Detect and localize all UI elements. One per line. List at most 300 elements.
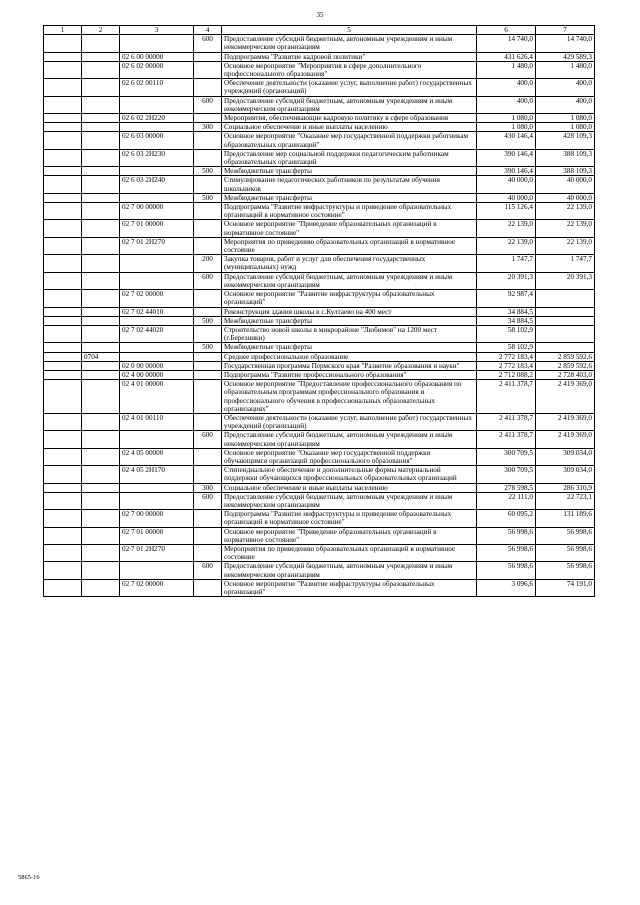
blank-cell [44, 114, 82, 123]
budget-table [43, 25, 595, 597]
section-code-cell [82, 370, 120, 379]
target-code-cell [120, 193, 194, 202]
section-code-cell [82, 431, 120, 448]
table-row [44, 176, 595, 193]
table-row [44, 544, 595, 561]
column-header: 4 [194, 26, 222, 35]
item-name-cell: Социальное обеспечение и иные выплаты населению [222, 483, 477, 492]
blank-cell [44, 203, 82, 220]
section-code-cell [82, 203, 120, 220]
blank-cell [44, 290, 82, 307]
section-code-cell [82, 483, 120, 492]
section-code-cell [82, 52, 120, 61]
item-name-cell: Предоставление субсидий бюджетным, автономным учреждениям и иным некоммерческим организациям [222, 272, 477, 289]
item-name-cell: Мероприятия по приведению образовательных организаций в нормативное состояние [222, 544, 477, 561]
amount-year2-cell [536, 290, 595, 307]
table-row [44, 483, 595, 492]
expense-type-cell [194, 370, 222, 379]
expense-type-cell [194, 527, 222, 544]
target-code-cell: 02 7 01 00000 [120, 220, 194, 237]
amount-year1-cell: 115 126,4 [477, 203, 536, 220]
blank-cell [44, 352, 82, 361]
amount-year1-cell: 34 884,5 [477, 316, 536, 325]
amount-year1-cell: 390 146,4 [477, 149, 536, 166]
column-header: 6 [477, 26, 536, 35]
item-name-cell: Предоставление субсидий бюджетным, автономным учреждениям и иным некоммерческим организациям [222, 431, 477, 448]
target-code-cell: 02 6 02 00110 [120, 79, 194, 96]
amount-year1-cell: 58 102,9 [477, 325, 536, 342]
item-name-cell: Мероприятия по приведению образовательных организаций в нормативное состояние [222, 237, 477, 254]
table-row [44, 290, 595, 307]
section-code-cell [82, 255, 120, 272]
item-name-cell: Предоставление субсидий бюджетным, автономным учреждениям и иным некоммерческим организациям [222, 96, 477, 113]
blank-cell [44, 562, 82, 579]
target-code-cell [120, 343, 194, 352]
amount-year1-cell: 1 480,0 [477, 61, 536, 78]
target-code-cell: 02 7 00 00000 [120, 203, 194, 220]
table-row [44, 352, 595, 361]
table-row [44, 149, 595, 166]
table-row [44, 96, 595, 113]
section-code-cell [82, 307, 120, 316]
amount-year2-cell: 309 034,0 [536, 448, 595, 465]
item-name-cell: Межбюджетные трансферты [222, 167, 477, 176]
amount-year1-cell: 400,0 [477, 96, 536, 113]
item-name-cell: Межбюджетные трансферты [222, 316, 477, 325]
item-name-cell: Предоставление мер социальной поддержки педагогическим работникам образовательных организаций [222, 149, 477, 166]
expense-type-cell: 600 [194, 96, 222, 113]
amount-year1-cell: 56 998,6 [477, 562, 536, 579]
amount-year2-cell: 56 998,6 [536, 527, 595, 544]
target-code-cell [120, 167, 194, 176]
column-header: 3 [120, 26, 194, 35]
table-row [44, 448, 595, 465]
item-name-cell: Стимулирование педагогических работников по результатам обучения школьников [222, 176, 477, 193]
amount-year2-cell: 2 419 369,0 [536, 431, 595, 448]
expense-type-cell [194, 203, 222, 220]
amount-year1-cell: 390 146,4 [477, 167, 536, 176]
section-code-cell [82, 237, 120, 254]
amount-year2-cell: 74 191,0 [536, 579, 595, 596]
blank-cell [44, 466, 82, 483]
item-name-cell: Подпрограмма "Развитие инфраструктуры и приведение образовательных организаций в нормативное состояние" [222, 203, 477, 220]
blank-cell [44, 527, 82, 544]
target-code-cell: 02 7 01 2Н270 [120, 237, 194, 254]
blank-cell [44, 52, 82, 61]
target-code-cell: 02 7 02 44010 [120, 307, 194, 316]
section-code-cell [82, 220, 120, 237]
amount-year1-cell: 40 000,0 [477, 193, 536, 202]
amount-year1-cell: 2 772 183,4 [477, 352, 536, 361]
amount-year2-cell: 2 728 403,0 [536, 370, 595, 379]
table-row [44, 193, 595, 202]
target-code-cell: 02 6 03 2Н240 [120, 176, 194, 193]
section-code-cell [82, 413, 120, 430]
page-number: 35 [316, 11, 324, 19]
column-header: 5 [222, 26, 477, 35]
table-row [44, 167, 595, 176]
section-code-cell [82, 132, 120, 149]
section-code-cell [82, 343, 120, 352]
blank-cell [44, 220, 82, 237]
expense-type-cell [194, 79, 222, 96]
expense-type-cell: 500 [194, 316, 222, 325]
item-name-cell: Социальное обеспечение и иные выплаты населению [222, 123, 477, 132]
amount-year2-cell [536, 343, 595, 352]
blank-cell [44, 149, 82, 166]
document-code: 5865-16 [18, 874, 40, 881]
expense-type-cell [194, 220, 222, 237]
table-body [44, 26, 595, 597]
target-code-cell [120, 272, 194, 289]
blank-cell [44, 316, 82, 325]
blank-cell [44, 361, 82, 370]
target-code-cell: 02 7 02 44020 [120, 325, 194, 342]
expense-type-cell [194, 149, 222, 166]
amount-year2-cell [536, 307, 595, 316]
amount-year2-cell [536, 316, 595, 325]
table-row [44, 132, 595, 149]
item-name-cell: Основное мероприятие "Приведение образовательных организаций в нормативное состояние" [222, 220, 477, 237]
table-row [44, 123, 595, 132]
amount-year2-cell: 429 589,3 [536, 52, 595, 61]
blank-cell [44, 255, 82, 272]
table-row [44, 510, 595, 527]
table-row [44, 325, 595, 342]
amount-year1-cell: 2 411 378,7 [477, 431, 536, 448]
item-name-cell: Межбюджетные трансферты [222, 343, 477, 352]
item-name-cell: Основное мероприятие "Мероприятия в сфере дополнительного профессионального образования" [222, 61, 477, 78]
amount-year1-cell: 300 709,5 [477, 448, 536, 465]
section-code-cell [82, 466, 120, 483]
table-row [44, 61, 595, 78]
expense-type-cell [194, 52, 222, 61]
item-name-cell: Основное мероприятие "Оказание мер государственной поддержки обучающимся организаций профессионального образования" [222, 448, 477, 465]
target-code-cell [120, 123, 194, 132]
item-name-cell: Государственная программа Пермского края "Развитие образования и науки" [222, 361, 477, 370]
amount-year1-cell: 1 080,0 [477, 114, 536, 123]
amount-year1-cell: 3 096,6 [477, 579, 536, 596]
expense-type-cell [194, 176, 222, 193]
table-row [44, 203, 595, 220]
item-name-cell: Основное мероприятие "Развитие инфраструктуры образовательных организаций" [222, 290, 477, 307]
column-header: 7 [536, 26, 595, 35]
amount-year1-cell: 1 080,0 [477, 123, 536, 132]
amount-year2-cell: 286 310,9 [536, 483, 595, 492]
column-header: 2 [82, 26, 120, 35]
blank-cell [44, 483, 82, 492]
amount-year1-cell: 56 998,6 [477, 544, 536, 561]
table-row [44, 466, 595, 483]
target-code-cell: 02 7 02 00000 [120, 579, 194, 596]
expense-type-cell [194, 114, 222, 123]
table-row [44, 316, 595, 325]
expense-type-cell: 300 [194, 123, 222, 132]
expense-type-cell: 300 [194, 483, 222, 492]
section-code-cell [82, 544, 120, 561]
target-code-cell: 02 6 02 2Н220 [120, 114, 194, 123]
item-name-cell: Основное мероприятие "Развитие инфраструктуры образовательных организаций" [222, 579, 477, 596]
section-code-cell: 0704 [82, 352, 120, 361]
table-row [44, 255, 595, 272]
expense-type-cell [194, 510, 222, 527]
amount-year1-cell: 34 884,5 [477, 307, 536, 316]
section-code-cell [82, 492, 120, 509]
amount-year2-cell: 20 391,3 [536, 272, 595, 289]
table-row [44, 527, 595, 544]
amount-year2-cell: 309 034,0 [536, 466, 595, 483]
amount-year2-cell: 40 000,0 [536, 176, 595, 193]
table-row [44, 52, 595, 61]
target-code-cell: 02 0 00 00000 [120, 361, 194, 370]
blank-cell [44, 237, 82, 254]
section-code-cell [82, 35, 120, 52]
section-code-cell [82, 562, 120, 579]
expense-type-cell [194, 361, 222, 370]
column-header: 1 [44, 26, 82, 35]
item-name-cell: Основное мероприятие "Оказание мер государственной поддержки работникам образовательных организаций" [222, 132, 477, 149]
amount-year2-cell: 1 080,0 [536, 123, 595, 132]
blank-cell [44, 325, 82, 342]
expense-type-cell [194, 307, 222, 316]
amount-year1-cell: 56 998,6 [477, 527, 536, 544]
amount-year1-cell: 22 139,0 [477, 220, 536, 237]
target-code-cell: 02 4 01 00000 [120, 380, 194, 414]
blank-cell [44, 343, 82, 352]
target-code-cell: 02 7 02 00000 [120, 290, 194, 307]
table-row [44, 562, 595, 579]
section-code-cell [82, 510, 120, 527]
section-code-cell [82, 361, 120, 370]
target-code-cell: 02 4 00 00000 [120, 370, 194, 379]
section-code-cell [82, 149, 120, 166]
section-code-cell [82, 448, 120, 465]
amount-year1-cell: 300 709,5 [477, 466, 536, 483]
amount-year1-cell: 14 740,0 [477, 35, 536, 52]
expense-type-cell: 600 [194, 35, 222, 52]
expense-type-cell [194, 290, 222, 307]
target-code-cell [120, 255, 194, 272]
amount-year2-cell: 400,0 [536, 96, 595, 113]
table-row [44, 380, 595, 414]
item-name-cell: Обеспечение деятельности (оказание услуг, выполнение работ) государственных учреждений (организаций) [222, 413, 477, 430]
amount-year2-cell: 2 419 369,0 [536, 413, 595, 430]
expense-type-cell [194, 544, 222, 561]
blank-cell [44, 61, 82, 78]
blank-cell [44, 307, 82, 316]
blank-cell [44, 510, 82, 527]
item-name-cell: Подпрограмма "Развитие инфраструктуры и приведение образовательных организаций в нормативное состояние" [222, 510, 477, 527]
amount-year1-cell: 60 095,2 [477, 510, 536, 527]
amount-year1-cell: 40 000,0 [477, 176, 536, 193]
item-name-cell: Реконструкция здания школы в с.Култаево на 400 мест [222, 307, 477, 316]
item-name-cell: Закупка товаров, работ и услуг для обеспечения государственных (муниципальных) нужд [222, 255, 477, 272]
expense-type-cell [194, 466, 222, 483]
item-name-cell: Предоставление субсидий бюджетным, автономным учреждениям и иным некоммерческим организациям [222, 492, 477, 509]
amount-year2-cell: 40 000,0 [536, 193, 595, 202]
expense-type-cell [194, 61, 222, 78]
blank-cell [44, 132, 82, 149]
section-code-cell [82, 325, 120, 342]
target-code-cell: 02 7 01 00000 [120, 527, 194, 544]
item-name-cell: Обеспечение деятельности (оказание услуг, выполнение работ) государственных учреждений (организаций) [222, 79, 477, 96]
expense-type-cell: 600 [194, 431, 222, 448]
blank-cell [44, 193, 82, 202]
amount-year2-cell: 1 747,7 [536, 255, 595, 272]
amount-year2-cell: 22 139,0 [536, 237, 595, 254]
amount-year2-cell [536, 325, 595, 342]
target-code-cell [120, 96, 194, 113]
amount-year2-cell: 56 998,6 [536, 544, 595, 561]
item-name-cell: Мероприятия, обеспечивающие кадровую политику в сфере образования [222, 114, 477, 123]
table-row [44, 35, 595, 52]
target-code-cell: 02 6 03 2Н230 [120, 149, 194, 166]
amount-year1-cell: 2 772 183,4 [477, 361, 536, 370]
amount-year1-cell: 20 391,3 [477, 272, 536, 289]
amount-year2-cell: 56 998,6 [536, 562, 595, 579]
target-code-cell: 02 7 00 00000 [120, 510, 194, 527]
target-code-cell: 02 4 01 00110 [120, 413, 194, 430]
expense-type-cell [194, 413, 222, 430]
amount-year2-cell: 14 740,0 [536, 35, 595, 52]
table-header-row [44, 26, 595, 35]
section-code-cell [82, 290, 120, 307]
blank-cell [44, 123, 82, 132]
table-row [44, 114, 595, 123]
expense-type-cell: 200 [194, 255, 222, 272]
amount-year1-cell: 1 747,7 [477, 255, 536, 272]
expense-type-cell [194, 579, 222, 596]
expense-type-cell: 500 [194, 343, 222, 352]
blank-cell [44, 492, 82, 509]
amount-year2-cell: 2 859 592,6 [536, 361, 595, 370]
target-code-cell: 02 6 00 00000 [120, 52, 194, 61]
table-row [44, 413, 595, 430]
amount-year2-cell: 388 109,3 [536, 167, 595, 176]
blank-cell [44, 370, 82, 379]
blank-cell [44, 579, 82, 596]
item-name-cell: Подпрограмма "Развитие кадровой политики" [222, 52, 477, 61]
blank-cell [44, 79, 82, 96]
amount-year2-cell: 22 139,0 [536, 220, 595, 237]
target-code-cell [120, 316, 194, 325]
target-code-cell [120, 483, 194, 492]
item-name-cell: Подпрограмма "Развитие профессионального образования" [222, 370, 477, 379]
amount-year2-cell: 22 723,1 [536, 492, 595, 509]
section-code-cell [82, 79, 120, 96]
amount-year1-cell: 58 102,9 [477, 343, 536, 352]
table-row [44, 343, 595, 352]
amount-year1-cell: 2 712 088,2 [477, 370, 536, 379]
amount-year1-cell: 278 598,5 [477, 483, 536, 492]
target-code-cell: 02 4 05 2Н170 [120, 466, 194, 483]
table-row [44, 370, 595, 379]
blank-cell [44, 544, 82, 561]
expense-type-cell: 600 [194, 562, 222, 579]
target-code-cell [120, 562, 194, 579]
target-code-cell: 02 4 05 00000 [120, 448, 194, 465]
amount-year1-cell: 22 111,0 [477, 492, 536, 509]
expense-type-cell [194, 237, 222, 254]
blank-cell [44, 431, 82, 448]
table-row [44, 272, 595, 289]
amount-year1-cell: 431 626,4 [477, 52, 536, 61]
section-code-cell [82, 272, 120, 289]
blank-cell [44, 167, 82, 176]
item-name-cell: Межбюджетные трансферты [222, 193, 477, 202]
blank-cell [44, 176, 82, 193]
target-code-cell: 02 6 02 00000 [120, 61, 194, 78]
amount-year2-cell: 131 189,6 [536, 510, 595, 527]
item-name-cell: Основное мероприятие "Приведение образовательных организаций в нормативное состояние" [222, 527, 477, 544]
target-code-cell: 02 6 03 00000 [120, 132, 194, 149]
amount-year1-cell: 22 139,0 [477, 237, 536, 254]
blank-cell [44, 448, 82, 465]
amount-year1-cell: 92 987,4 [477, 290, 536, 307]
expense-type-cell: 600 [194, 492, 222, 509]
amount-year2-cell: 2 419 369,0 [536, 380, 595, 414]
target-code-cell: 02 7 01 2Н270 [120, 544, 194, 561]
table-row [44, 492, 595, 509]
section-code-cell [82, 579, 120, 596]
section-code-cell [82, 61, 120, 78]
item-name-cell: Стипендиальное обеспечение и дополнительные формы материальной поддержки обучающихся профессиональных образовательных организаций [222, 466, 477, 483]
item-name-cell: Предоставление субсидий бюджетным, автономным учреждениям и иным некоммерческим организациям [222, 35, 477, 52]
section-code-cell [82, 193, 120, 202]
expense-type-cell: 600 [194, 272, 222, 289]
blank-cell [44, 35, 82, 52]
item-name-cell: Предоставление субсидий бюджетным, автономным учреждениям и иным некоммерческим организациям [222, 562, 477, 579]
section-code-cell [82, 527, 120, 544]
amount-year2-cell: 1 080,0 [536, 114, 595, 123]
blank-cell [44, 96, 82, 113]
item-name-cell: Основное мероприятие "Предоставление профессионального образования по образовательным программам профессионального образования и профессионального обучения в профессиональных образовательных организациях" [222, 380, 477, 414]
target-code-cell [120, 492, 194, 509]
amount-year1-cell: 400,0 [477, 79, 536, 96]
blank-cell [44, 413, 82, 430]
expense-type-cell [194, 132, 222, 149]
section-code-cell [82, 123, 120, 132]
blank-cell [44, 380, 82, 414]
expense-type-cell [194, 448, 222, 465]
section-code-cell [82, 316, 120, 325]
item-name-cell: Среднее профессиональное образование [222, 352, 477, 361]
table-row [44, 579, 595, 596]
section-code-cell [82, 380, 120, 414]
section-code-cell [82, 114, 120, 123]
table-row [44, 431, 595, 448]
amount-year2-cell: 400,0 [536, 79, 595, 96]
amount-year1-cell: 430 146,4 [477, 132, 536, 149]
amount-year1-cell: 2 411 378,7 [477, 380, 536, 414]
section-code-cell [82, 167, 120, 176]
item-name-cell: Строительство новой школы в микрорайоне "Любимов" на 1200 мест (г.Березники) [222, 325, 477, 342]
table-row [44, 237, 595, 254]
expense-type-cell [194, 380, 222, 414]
blank-cell [44, 272, 82, 289]
table-row [44, 79, 595, 96]
amount-year2-cell: 2 859 592,6 [536, 352, 595, 361]
expense-type-cell [194, 352, 222, 361]
table-row [44, 220, 595, 237]
target-code-cell [120, 431, 194, 448]
target-code-cell [120, 35, 194, 52]
expense-type-cell: 500 [194, 193, 222, 202]
expense-type-cell [194, 325, 222, 342]
amount-year2-cell: 388 109,3 [536, 149, 595, 166]
target-code-cell [120, 352, 194, 361]
table-row [44, 307, 595, 316]
